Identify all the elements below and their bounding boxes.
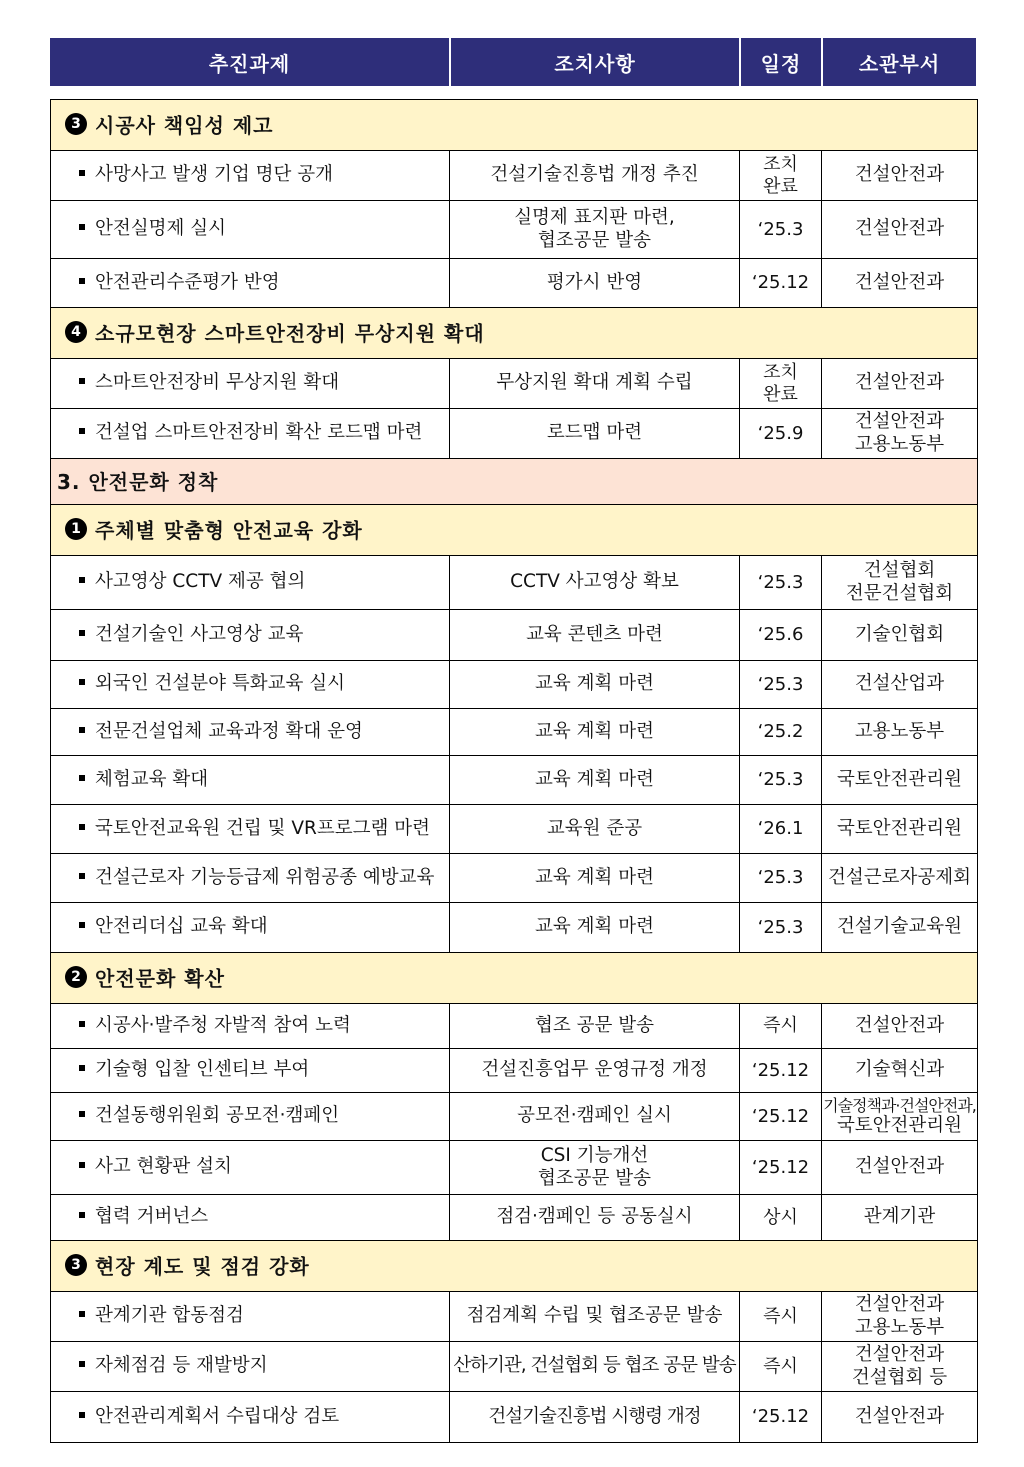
section-header xyxy=(51,505,978,556)
dept-line: 건설협회 등 xyxy=(851,1366,948,1388)
table-row xyxy=(51,661,978,709)
task-label: 체험교육 확대 xyxy=(95,768,209,790)
dept-line: 고용노동부 xyxy=(854,433,945,455)
task-label: 안전실명제 실시 xyxy=(95,218,226,240)
bullet-icon xyxy=(79,1065,85,1071)
dept-cell: 건설안전과 xyxy=(822,1392,978,1443)
task-table xyxy=(50,99,978,1443)
section-cell xyxy=(51,1241,978,1292)
table-row xyxy=(51,1093,978,1141)
action-cell: 평가시 반영 xyxy=(450,259,740,308)
action-cell: 로드맵 마련 xyxy=(450,409,740,459)
action-cell: 교육 계획 마련 xyxy=(450,854,740,903)
task-cell xyxy=(51,359,450,409)
dept-cell: 국토안전관리원 xyxy=(822,756,978,805)
task-label: 건설기술인 사고영상 교육 xyxy=(95,623,304,645)
action-cell: 교육 계획 마련 xyxy=(450,661,740,709)
action-cell: 교육 계획 마련 xyxy=(450,756,740,805)
section-title: 현장 계도 및 점검 강화 xyxy=(95,1254,310,1279)
task-cell xyxy=(51,409,450,459)
task-label: 사망사고 발생 기업 명단 공개 xyxy=(95,164,333,186)
task-label: 기술형 입찰 인센티브 부여 xyxy=(95,1059,310,1081)
section-title: 안전문화 확산 xyxy=(95,966,225,991)
dept-cell: 건설안전과 xyxy=(822,151,978,201)
action-cell: 건설기술진흥법 개정 추진 xyxy=(450,151,740,201)
dept-cell xyxy=(822,1292,978,1342)
bullet-icon xyxy=(79,1021,85,1027)
section-cell xyxy=(51,505,978,556)
schedule-cell: 즉시 xyxy=(740,1004,822,1049)
action-cell: 무상지원 확대 계획 수립 xyxy=(450,359,740,409)
section-header xyxy=(51,308,978,359)
header-row xyxy=(50,38,976,86)
task-cell xyxy=(51,1093,450,1141)
table-row xyxy=(51,1342,978,1392)
dept-cell: 건설기술교육원 xyxy=(822,903,978,953)
task-cell xyxy=(51,1004,450,1049)
schedule-line: 완료 xyxy=(763,383,798,405)
schedule-cell: 상시 xyxy=(740,1195,822,1241)
action-cell: 교육원 준공 xyxy=(450,805,740,854)
dept-line: 국토안전관리원 xyxy=(836,1115,963,1136)
section-title: 주체별 맞춤형 안전교육 강화 xyxy=(95,518,363,543)
section-number: 4 xyxy=(65,321,87,343)
task-cell xyxy=(51,610,450,661)
dept-cell: 건설안전과 xyxy=(822,359,978,409)
schedule-cell: ‘25.12 xyxy=(740,1093,822,1141)
task-cell xyxy=(51,661,450,709)
schedule-line: 완료 xyxy=(763,175,798,197)
action-line: CSI 기능개선 xyxy=(540,1145,649,1167)
schedule-cell: ‘25.3 xyxy=(740,661,822,709)
action-cell: 점검계획 수립 및 협조공문 발송 xyxy=(450,1292,740,1342)
action-cell: 협조 공문 발송 xyxy=(450,1004,740,1049)
schedule-cell: 즉시 xyxy=(740,1292,822,1342)
dept-cell xyxy=(822,556,978,610)
dept-cell: 건설안전과 xyxy=(822,259,978,308)
task-cell xyxy=(51,556,450,610)
table-row xyxy=(51,1392,978,1443)
table-row xyxy=(51,409,978,459)
schedule-cell: ‘25.6 xyxy=(740,610,822,661)
dept-cell: 고용노동부 xyxy=(822,709,978,756)
task-cell xyxy=(51,756,450,805)
task-label: 자체점검 등 재발방지 xyxy=(95,1355,268,1377)
schedule-cell: ‘25.3 xyxy=(740,903,822,953)
bullet-icon xyxy=(79,428,85,434)
section-header xyxy=(51,953,978,1004)
dept-cell: 건설근로자공제회 xyxy=(822,854,978,903)
section-cell xyxy=(51,953,978,1004)
table-row xyxy=(51,709,978,756)
action-cell xyxy=(450,201,740,259)
task-cell xyxy=(51,1141,450,1195)
action-cell: 점검·캠페인 등 공동실시 xyxy=(450,1195,740,1241)
section-header xyxy=(51,1241,978,1292)
schedule-cell: ‘26.1 xyxy=(740,805,822,854)
bullet-icon xyxy=(79,1212,85,1218)
schedule-cell: ‘25.12 xyxy=(740,1141,822,1195)
task-label: 시공사·발주청 자발적 참여 노력 xyxy=(95,1014,351,1036)
header-schedule: 일정 xyxy=(739,38,821,86)
bullet-icon xyxy=(79,1111,85,1117)
header-task: 추진과제 xyxy=(50,38,449,86)
dept-line: 건설협회 xyxy=(863,560,936,582)
category-header xyxy=(51,459,978,505)
schedule-cell: ‘25.3 xyxy=(740,854,822,903)
table-row xyxy=(51,805,978,854)
task-cell xyxy=(51,259,450,308)
task-cell xyxy=(51,1049,450,1093)
schedule-line: 조치 xyxy=(763,361,798,383)
bullet-icon xyxy=(79,727,85,733)
action-cell: CCTV 사고영상 확보 xyxy=(450,556,740,610)
bullet-icon xyxy=(79,224,85,230)
dept-cell: 건설산업과 xyxy=(822,661,978,709)
dept-cell: 건설안전과 xyxy=(822,201,978,259)
dept-line: 건설안전과 xyxy=(854,1294,945,1316)
task-cell xyxy=(51,201,450,259)
header-action: 조치사항 xyxy=(449,38,739,86)
schedule-cell xyxy=(740,151,822,201)
action-cell: 교육 계획 마련 xyxy=(450,903,740,953)
task-label: 외국인 건설분야 특화교육 실시 xyxy=(95,673,345,695)
dept-line: 전문건설협회 xyxy=(845,582,954,604)
schedule-cell: ‘25.2 xyxy=(740,709,822,756)
task-cell xyxy=(51,709,450,756)
schedule-cell: ‘25.3 xyxy=(740,556,822,610)
action-cell: 교육 계획 마련 xyxy=(450,709,740,756)
section-title: 소규모현장 스마트안전장비 무상지원 확대 xyxy=(95,321,485,346)
table-row xyxy=(51,610,978,661)
task-cell xyxy=(51,1392,450,1443)
table-row xyxy=(51,1195,978,1241)
header-dept: 소관부서 xyxy=(821,38,976,86)
dept-cell: 관계기관 xyxy=(822,1195,978,1241)
section-cell xyxy=(51,308,978,359)
section-cell xyxy=(51,100,978,151)
table-row xyxy=(51,854,978,903)
table-row xyxy=(51,259,978,308)
table-header xyxy=(50,38,976,86)
task-label: 국토안전교육원 건립 및 VR프로그램 마련 xyxy=(95,817,430,839)
task-cell xyxy=(51,1342,450,1392)
bullet-icon xyxy=(79,577,85,583)
bullet-icon xyxy=(79,170,85,176)
action-cell: 건설기술진흥법 시행령 개정 xyxy=(450,1392,740,1443)
table-row xyxy=(51,903,978,953)
schedule-cell: ‘25.12 xyxy=(740,1392,822,1443)
action-cell: 교육 콘텐츠 마련 xyxy=(450,610,740,661)
dept-cell: 건설안전과 xyxy=(822,1141,978,1195)
schedule-cell: ‘25.3 xyxy=(740,756,822,805)
task-cell xyxy=(51,805,450,854)
table-row xyxy=(51,1004,978,1049)
task-cell xyxy=(51,1292,450,1342)
schedule-cell xyxy=(740,359,822,409)
action-line: 실명제 표지판 마련, xyxy=(514,207,675,229)
section-title: 시공사 책임성 제고 xyxy=(95,113,274,138)
action-cell xyxy=(450,1141,740,1195)
task-label: 건설업 스마트안전장비 확산 로드맵 마련 xyxy=(95,422,423,444)
table-row xyxy=(51,1049,978,1093)
bullet-icon xyxy=(79,922,85,928)
action-cell: 공모전·캠페인 실시 xyxy=(450,1093,740,1141)
task-label: 전문건설업체 교육과정 확대 운영 xyxy=(95,720,363,742)
bullet-icon xyxy=(79,278,85,284)
section-number: 1 xyxy=(65,518,87,540)
task-cell xyxy=(51,1195,450,1241)
dept-line: 건설안전과 xyxy=(854,411,945,433)
action-line: 협조공문 발송 xyxy=(537,1167,652,1189)
task-label: 건설동행위원회 공모전·캠페인 xyxy=(95,1105,340,1127)
bullet-icon xyxy=(79,1311,85,1317)
dept-cell: 건설안전과 xyxy=(822,1004,978,1049)
task-label: 사고영상 CCTV 제공 협의 xyxy=(95,571,306,593)
bullet-icon xyxy=(79,378,85,384)
action-cell: 산하기관, 건설협회 등 협조 공문 발송 xyxy=(450,1342,740,1392)
task-label: 관계기관 합동점검 xyxy=(95,1305,244,1327)
table-row xyxy=(51,151,978,201)
table-row xyxy=(51,756,978,805)
table-row xyxy=(51,201,978,259)
bullet-icon xyxy=(79,873,85,879)
task-label: 안전관리계획서 수립대상 검토 xyxy=(95,1405,340,1427)
bullet-icon xyxy=(79,824,85,830)
task-cell xyxy=(51,903,450,953)
bullet-icon xyxy=(79,630,85,636)
action-line: 협조공문 발송 xyxy=(537,229,652,251)
task-label: 스마트안전장비 무상지원 확대 xyxy=(95,372,340,394)
task-cell xyxy=(51,854,450,903)
task-label: 협력 거버넌스 xyxy=(95,1206,209,1228)
section-number: 2 xyxy=(65,966,87,988)
schedule-line: 조치 xyxy=(763,153,798,175)
dept-cell xyxy=(822,409,978,459)
dept-line: 기술정책과·건설안전과, xyxy=(823,1095,976,1115)
table-row xyxy=(51,359,978,409)
dept-line: 고용노동부 xyxy=(854,1316,945,1338)
dept-line: 건설안전과 xyxy=(854,1344,945,1366)
bullet-icon xyxy=(79,1361,85,1367)
task-label: 사고 현황판 설치 xyxy=(95,1156,232,1178)
dept-cell xyxy=(822,1093,978,1141)
dept-cell: 국토안전관리원 xyxy=(822,805,978,854)
table-row xyxy=(51,556,978,610)
section-header xyxy=(51,100,978,151)
table-row xyxy=(51,1141,978,1195)
table-row xyxy=(51,1292,978,1342)
task-label: 건설근로자 기능등급제 위험공종 예방교육 xyxy=(95,866,435,888)
section-number: 3 xyxy=(65,1254,87,1276)
bullet-icon xyxy=(79,1412,85,1418)
category-title: 3. 안전문화 정착 xyxy=(51,459,978,505)
dept-cell: 기술혁신과 xyxy=(822,1049,978,1093)
task-cell xyxy=(51,151,450,201)
section-number: 3 xyxy=(65,113,87,135)
bullet-icon xyxy=(79,1162,85,1168)
task-label: 안전리더십 교육 확대 xyxy=(95,916,268,938)
schedule-cell: ‘25.9 xyxy=(740,409,822,459)
schedule-cell: ‘25.3 xyxy=(740,201,822,259)
dept-cell: 기술인협회 xyxy=(822,610,978,661)
bullet-icon xyxy=(79,679,85,685)
schedule-cell: 즉시 xyxy=(740,1342,822,1392)
schedule-cell: ‘25.12 xyxy=(740,259,822,308)
action-cell: 건설진흥업무 운영규정 개정 xyxy=(450,1049,740,1093)
dept-cell xyxy=(822,1342,978,1392)
bullet-icon xyxy=(79,775,85,781)
schedule-cell: ‘25.12 xyxy=(740,1049,822,1093)
task-label: 안전관리수준평가 반영 xyxy=(95,271,280,293)
